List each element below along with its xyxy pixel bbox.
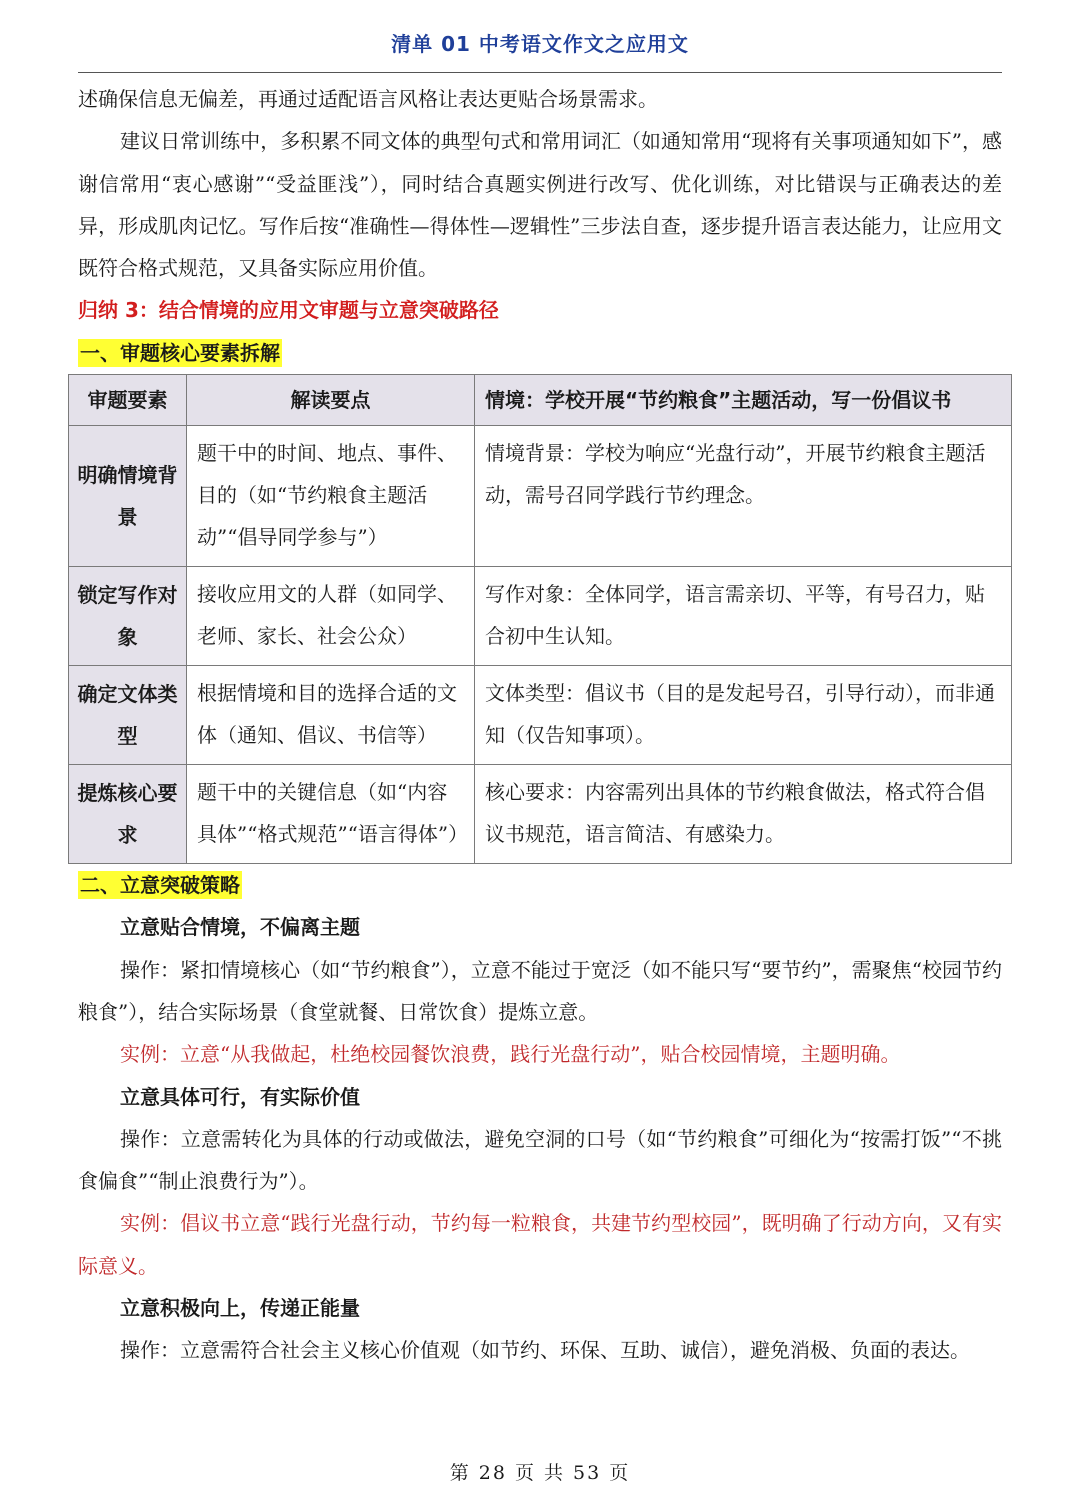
header-divider	[78, 72, 1002, 73]
strategy-example: 实例：倡议书立意“践行光盘行动，节约每一粒粮食，共建节约型校园”，既明确了行动方向，又有实际意义。	[78, 1211, 1002, 1278]
table-header-cell: 解读要点	[187, 375, 475, 426]
table-cell-point: 题干中的关键信息（如“内容具体”“格式规范”“语言得体”）	[187, 765, 475, 864]
table-row	[69, 567, 1012, 666]
table-cell-point: 根据情境和目的选择合适的文体（通知、倡议、书信等）	[187, 666, 475, 765]
table-row	[69, 426, 1012, 567]
strategy-title: 立意具体可行，有实际价值	[120, 1084, 360, 1109]
table-row-label: 锁定写作对象	[69, 567, 187, 666]
table-header-row	[69, 375, 1012, 426]
table-row	[69, 765, 1012, 864]
table-cell-example: 核心要求：内容需列出具体的节约粮食做法，格式符合倡议书规范，语言简洁、有感染力。	[475, 765, 1012, 864]
page-content	[78, 78, 1002, 1372]
strategy-operation: 操作：紧扣情境核心（如“节约粮食”），立意不能过于宽泛（如不能只写“要节约”，需聚焦“校园节约粮食”），结合实际场景（食堂就餐、日常饮食）提炼立意。	[78, 957, 1002, 1024]
table-row-label: 确定文体类型	[69, 666, 187, 765]
table-header-cell: 审题要素	[69, 375, 187, 426]
analysis-table	[68, 374, 1012, 864]
part2-heading: 二、立意突破策略	[80, 873, 240, 898]
intro-paragraph-suggestion: 建议日常训练中，多积累不同文体的典型句式和常用词汇（如通知常用“现将有关事项通知如下”，感谢信常用“衷心感谢”“受益匪浅”），同时结合真题实例进行改写、优化训练，对比错误与正确表达的差异，形成肌肉记忆。写作后按“准确性—得体性—逻辑性”三步法自查，逐步提升语言表达能力，让应用文既符合格式规范，又具备实际应用价值。	[78, 129, 1002, 281]
table-cell-point: 题干中的时间、地点、事件、目的（如“节约粮食主题活动”“倡导同学参与”）	[187, 426, 475, 567]
table-cell-example: 情境背景：学校为响应“光盘行动”，开展节约粮食主题活动，需号召同学践行节约理念。	[475, 426, 1012, 567]
strategy-example: 实例：立意“从我做起，杜绝校园餐饮浪费，践行光盘行动”，贴合校园情境，主题明确。	[120, 1042, 901, 1067]
section-heading: 归纳 3：结合情境的应用文审题与立意突破路径	[78, 298, 499, 323]
strategy-title: 立意贴合情境，不偏离主题	[120, 915, 360, 940]
table-cell-example: 文体类型：倡议书（目的是发起号召，引导行动），而非通知（仅告知事项）。	[475, 666, 1012, 765]
part1-heading-wrap	[78, 332, 1002, 374]
page-number: 第 28 页 共 53 页	[449, 1462, 631, 1484]
page-header-title: 清单 01 中考语文作文之应用文	[391, 32, 689, 56]
part1-heading: 一、审题核心要素拆解	[80, 340, 280, 365]
strategy-operation: 操作：立意需符合社会主义核心价值观（如节约、环保、互助、诚信），避免消极、负面的表达。	[120, 1338, 970, 1363]
part2-heading-wrap	[78, 864, 1002, 906]
strategy-title: 立意积极向上，传递正能量	[120, 1296, 360, 1321]
table-row-label: 提炼核心要求	[69, 765, 187, 864]
table-cell-example: 写作对象：全体同学，语言需亲切、平等，有号召力，贴合初中生认知。	[475, 567, 1012, 666]
table-row	[69, 666, 1012, 765]
strategy-operation: 操作：立意需转化为具体的行动或做法，避免空洞的口号（如“节约粮食”可细化为“按需打饭”“不挑食偏食”“制止浪费行为”）。	[78, 1126, 1002, 1194]
table-row-label: 明确情境背景	[69, 426, 187, 567]
table-cell-point: 接收应用文的人群（如同学、老师、家长、社会公众）	[187, 567, 475, 666]
table-header-cell: 情境：学校开展“节约粮食”主题活动，写一份倡议书	[475, 375, 1012, 426]
intro-paragraph-continued: 述确保信息无偏差，再通过适配语言风格让表达更贴合场景需求。	[78, 87, 658, 111]
